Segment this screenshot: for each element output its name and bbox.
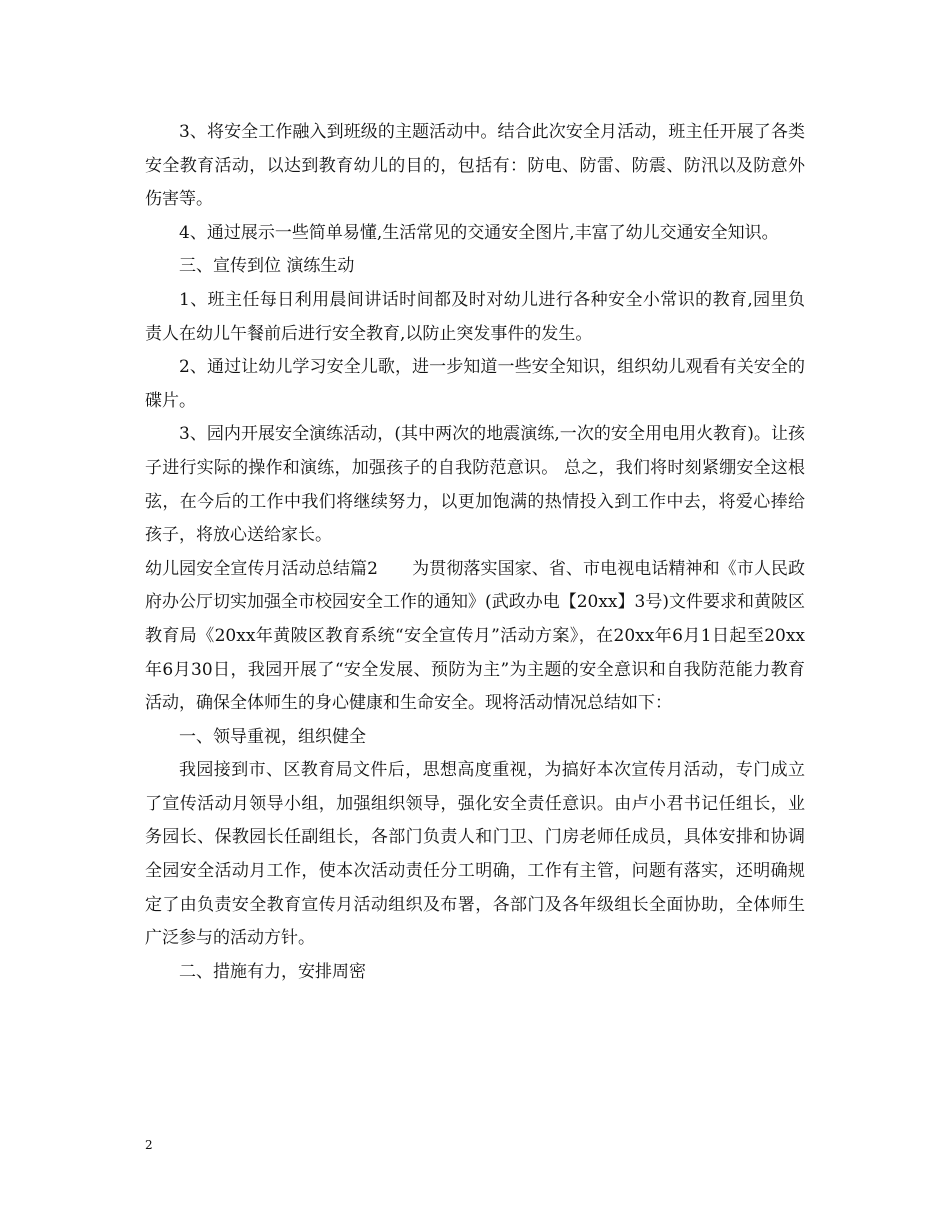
paragraph-item-4-traffic-pictures: 4、通过展示一些简单易懂,生活常见的交通安全图片,丰富了幼儿交通安全知识。 — [179, 222, 779, 243]
article-2-intro: 幼儿园安全宣传月活动总结篇2 为贯彻落实国家、省、市电视电话精神和《市人民政府办公厅切实加强全市校园安全工作的通知》(武政办电【20xx】3号)文件要求和黄陂区教育局《20xx年黄陂区教育系统“安全宣传月”活动方案》，在20xx年6月1日起至20xx年6月30日，我园开展了“安全发展、预防为主”为主题的安全意识和自我防范能力教育活动，确保全体师生的身心健康和生命安全。现将活动情况总结如下： — [145, 558, 805, 714]
paragraph-item-3-drills-conclusion: 3、园内开展安全演练活动，(其中两次的地震演练,一次的安全用电用火教育)。让孩子进行实际的操作和演练，加强孩子的自我防范意识。 总之，我们将时刻紧绷安全这根弦，在今后的工作中我们将继续努力，以更加饱满的热情投入到工作中去，将爱心捧给孩子，将放心送给家长。 — [145, 424, 805, 546]
paragraph-item-3-theme-activities: 3、将安全工作融入到班级的主题活动中。结合此次安全月活动，班主任开展了各类安全教育活动，以达到教育幼儿的目的，包括有：防电、防雷、防震、防汛以及防意外伤害等。 — [145, 122, 805, 210]
paragraph-item-2-safety-songs: 2、通过让幼儿学习安全儿歌，进一步知道一些安全知识，组织幼儿观看有关安全的碟片。 — [145, 357, 805, 411]
document-body — [145, 116, 805, 989]
paragraph-leadership-group: 我园接到市、区教育局文件后，思想高度重视，为搞好本次宣传月活动，专门成立了宣传活动月领导小组，加强组织领导，强化安全责任意识。由卢小君书记任组长，业务园长、保教园长任副组长，各部门负责人和门卫、门房老师任成员，具体安排和协调全园安全活动月工作，使本次活动责任分工明确，工作有主管，问题有落实，还明确规定了由负责安全教育宣传月活动组织及布署，各部门及各年级组长全面协助，全体师生广泛参与的活动方针。 — [145, 760, 805, 949]
page-number: 2 — [145, 1138, 153, 1152]
section-heading-publicity-drills: 三、宣传到位 演练生动 — [179, 256, 355, 277]
section-heading-measures: 二、措施有力，安排周密 — [179, 961, 366, 982]
section-heading-leadership: 一、领导重视，组织健全 — [179, 726, 366, 747]
paragraph-item-1-morning-talk: 1、班主任每日利用晨间讲话时间都及时对幼儿进行各种安全小常识的教育,园里负责人在幼儿午餐前后进行安全教育,以防止突发事件的发生。 — [145, 289, 805, 344]
